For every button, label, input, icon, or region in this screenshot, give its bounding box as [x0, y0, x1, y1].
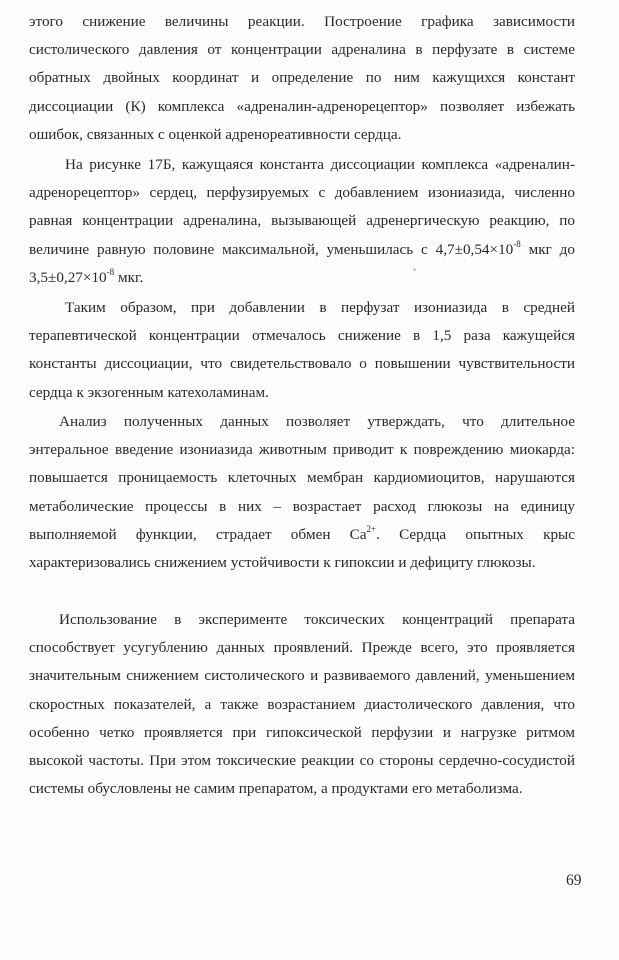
paragraph-2 [29, 151, 575, 292]
paragraph-2-text-c: мкг. [114, 268, 144, 286]
exponent-1: -8 [513, 238, 521, 249]
paragraph-3: Таким образом, при добавлении в перфузат изониазида в средней терапевтической концентрации отмечалось снижение в 1,5 раза кажущейся константы диссоциации, что свидетельствовало о повышении чувствительности сердца к экзогенным катехоламинам. [29, 299, 575, 401]
paragraph-4-text-a: Анализ полученных данных позволяет утверждать, что длительное энтеральное введение изониазида животным приводит к повреждению миокарда: повышается проницаемость клеточных мембран кардиомиоцитов, нарушаются метаболические процессы в них – возрастает расход глюкозы на единицу выполняемой функции, страдает обмен Ca [29, 413, 575, 543]
paragraph-4-text-b: . Сердца опытных крыс характеризовались снижением устойчивости к гипоксии и дефициту глюкозы. [29, 525, 576, 572]
exponent-2: -8 [106, 266, 115, 277]
calcium-charge: 2+ [366, 523, 377, 534]
paragraph-4 [29, 408, 575, 577]
page-number: 69 [566, 872, 582, 889]
paragraph-1: этого снижение величины реакции. Построение графика зависимости систолического давления от концентрации адреналина в перфузате в системе обратных двойных координат и определение по ним кажущихся констант диссоциации (К) комплекса «адреналин-адренорецептор» позволяет избежать ошибок, связанных с оценкой адренореативности сердца. [29, 13, 575, 143]
scan-speck [413, 268, 416, 271]
paragraph-2-text-b: мкг до 3,5±0,27×10 [29, 240, 575, 286]
paragraph-5: Использование в эксперименте токсических концентраций препарата способствует усугублению данных проявлений. Прежде всего, это проявляется значительным снижением систолического и развиваемого давлений, уменьшением скоростных показателей, а также возрастанием диастолического давления, что особенно четко проявляется при гипоксической перфузии и нагрузке ритмом высокой частоты. При этом токсические реакции со стороны сердечно-сосудистой системы обусловлены не самим препаратом, а продуктами его метаболизма. [29, 611, 575, 798]
paragraph-2-text-a: На рисунке 17Б, кажущаяся константа диссоциации комплекса «адреналин-адренорецептор» сердец, перфузируемых с добавлением изониазида, численно равная концентрации адреналина, вызывающей адренергическую реакцию, по величине равную половине максимальной, уменьшилась с 4,7±0,54×10 [29, 156, 575, 258]
